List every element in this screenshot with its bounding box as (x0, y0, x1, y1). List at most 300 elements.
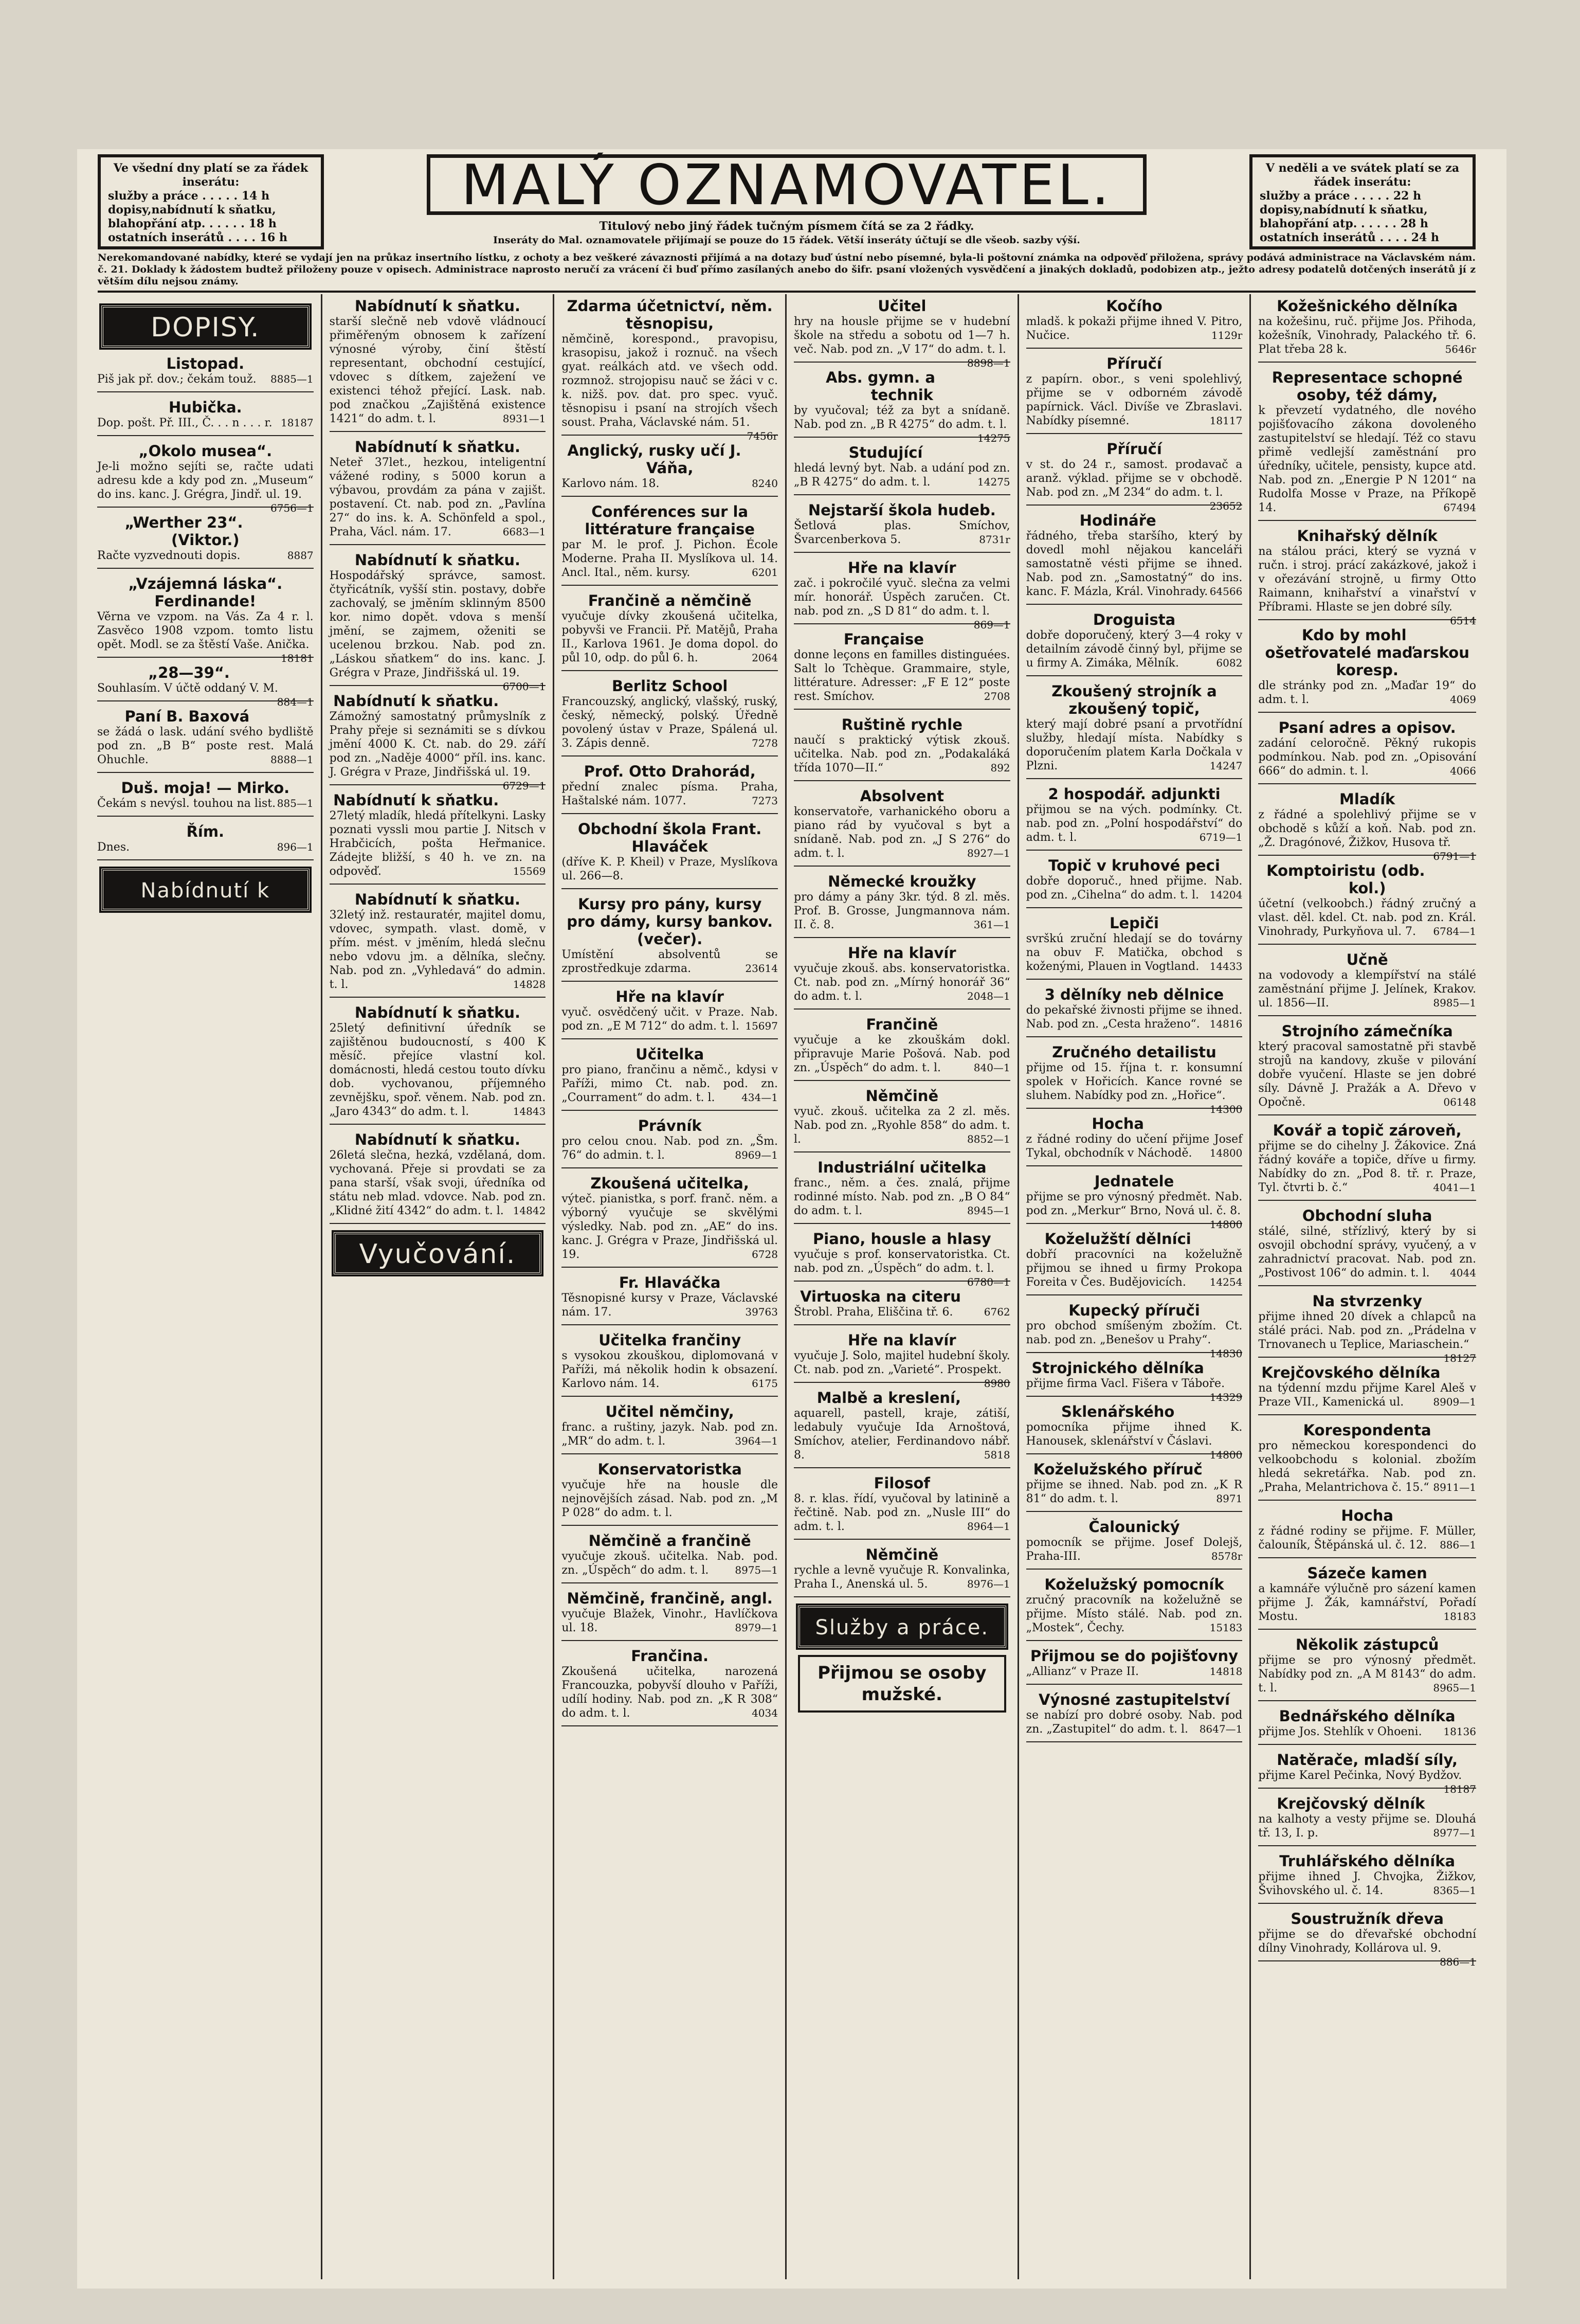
classified-ad (1026, 1647, 1243, 1685)
ad-heading: Nabídnutí k sňatku. (354, 1131, 521, 1148)
ad-divider (1258, 712, 1476, 713)
ad-divider (1026, 1741, 1243, 1742)
classified-ad (561, 988, 778, 1039)
ad-heading: Zdarma účetnictví, něm. těsnopisu, (567, 297, 773, 332)
ad-divider (794, 1324, 1010, 1325)
ad-divider (1026, 1511, 1243, 1512)
ad-code: 7273 (752, 795, 778, 807)
ad-text: na vodovody a klempířství na stálé zaměstnání přijme J. Jelínek, Krakov. ul. 1856—II. (1258, 969, 1476, 1010)
ad-divider (1026, 907, 1243, 908)
ad-code: 896—1 (277, 841, 314, 853)
ad-code: 18187 (281, 417, 314, 429)
ad-code: 23652 (1209, 500, 1243, 512)
ad-text: Štrobl. Praha, Eliščina tř. 6. (793, 1306, 953, 1319)
ad-divider (97, 568, 314, 569)
classified-ad (97, 355, 314, 392)
ad-heading: Obchodní škola Frant. Hlaváček (578, 820, 762, 855)
ad-text: vyuč. osvědčený učit. v Praze. Nab. pod zn. „E M 712“ do adm. t. l. (561, 1006, 778, 1033)
ad-heading: Hře na klavír (615, 988, 724, 1005)
ad-code: 15183 (1209, 1622, 1243, 1634)
ad-heading: Conférences sur la littérature française (585, 503, 755, 538)
ad-code: 14828 (513, 978, 546, 990)
ad-code: 39763 (745, 1306, 778, 1318)
ad-heading: Přijmou se do pojišťovny (1030, 1647, 1239, 1665)
column-2 (322, 294, 555, 2279)
classified-ad (1026, 1043, 1243, 1115)
ad-divider (561, 1267, 778, 1268)
ad-heading: Abs. gymn. a technik (826, 369, 935, 404)
classified-ad (1026, 1230, 1243, 1295)
ad-divider (1258, 1414, 1476, 1415)
ad-text: na týdenní mzdu přijme Karel Aleš v Praze VII., Kamenická ul. (1258, 1382, 1476, 1409)
ad-heading: Krejčovského dělníka (1261, 1364, 1441, 1381)
ad-code: 2064 (752, 652, 778, 664)
ad-text: vyučuje Blažek, Vinohr., Havlíčkova ul. 18. (561, 1608, 778, 1634)
classified-ad (1026, 440, 1243, 512)
ad-text: vyučuje dívky zkoušená učitelka, pobyvši ve Francii. Př. Matějů, Praha II., Karlova 1961. Je doma dopol. do půl 10, odp. do půl 6. h. (561, 610, 778, 664)
ad-text: svrškú zruční hledají se do továrny na obuv F. Matička, obchod s koženými, Plauen in Vogtland. (1026, 932, 1243, 973)
ad-heading: Učně (1346, 951, 1388, 968)
classified-ad (793, 1230, 1010, 1288)
ad-code: 6784—1 (1433, 925, 1476, 938)
ad-divider (794, 1008, 1010, 1010)
classified-ad (1026, 1359, 1243, 1403)
ad-heading: Kožešnického dělníka (1277, 297, 1458, 315)
ad-divider (1026, 1036, 1243, 1037)
ad-divider (1026, 1294, 1243, 1295)
classified-ad (329, 692, 546, 792)
classified-ad (561, 1046, 778, 1111)
ad-heading: Ruštině rychle (841, 716, 962, 733)
ad-text: z papírn. obor., s veni spolehlivý, přijme se v odborném závodě papírnick. Václ. Divíše ve Zbraslavi. Nabídky písemné. (1026, 373, 1243, 427)
ad-text: a kamnáře výlučně pro sázení kamen přijme J. Žák, kamnářství, Pořadí Mostu. (1258, 1582, 1476, 1623)
ad-divider (1258, 1557, 1476, 1558)
ad-heading: Němčině, frančině, angl. (567, 1590, 773, 1607)
ad-code: 64566 (1209, 585, 1243, 598)
classified-ad (561, 503, 778, 586)
ad-code: 14800 (1209, 1218, 1243, 1231)
classified-ad (1026, 611, 1243, 676)
classified-ad (97, 575, 314, 664)
ad-divider (1026, 979, 1243, 980)
classified-ad (794, 1389, 1010, 1468)
ad-code: 5818 (984, 1449, 1010, 1461)
classified-ad (97, 664, 314, 708)
ad-code: 8885—1 (270, 373, 314, 385)
ad-divider (1258, 1200, 1476, 1201)
ad-divider (97, 859, 314, 860)
ad-divider (1258, 362, 1476, 363)
ad-heading: Berlitz School (612, 677, 728, 695)
ad-heading: Korespondenta (1303, 1421, 1431, 1439)
classified-ad (1258, 1707, 1476, 1745)
ad-heading: Fr. Hlaváčka (619, 1274, 721, 1291)
ad-heading: Lepiči (1110, 914, 1159, 932)
ad-heading: Nabídnutí k sňatku. (354, 891, 521, 908)
classified-ad (561, 1117, 778, 1168)
ad-code: 869—1 (973, 619, 1010, 631)
column-6 (1251, 294, 1483, 2279)
ad-code: 434—1 (741, 1091, 778, 1104)
ad-divider (1026, 850, 1243, 851)
ad-code: 6514 (1450, 615, 1476, 627)
ad-divider (561, 1640, 778, 1641)
ad-heading: Malbě a kreslení, (816, 1389, 961, 1407)
ad-code: 14300 (1209, 1103, 1243, 1115)
ad-code: 6082 (1216, 657, 1243, 669)
ad-code: 23614 (745, 962, 778, 975)
ad-heading: Strojního zámečníka (1281, 1022, 1453, 1040)
ad-text: hry na housle přijme se v hudební škole na středu a sobotu od 1—7 h. več. Nab. pod zn. „V 17“ do adm. t. l. (793, 315, 1010, 356)
classified-ad (330, 1131, 546, 1224)
classified-ad (1026, 986, 1243, 1037)
classified-ad (1026, 1691, 1243, 1742)
ad-text: 26letá slečna, hezká, vzdělaná, dom. vychovaná. Přeje si provdati se za pana starší, však svoji, úředníka od státu neb mlad. vdovce. Nab. pod zn. „Klidné žití 4342“ do adm. t. l. (329, 1149, 546, 1217)
ad-divider (561, 670, 778, 671)
ad-divider (1258, 1700, 1476, 1701)
ad-heading: Frančině (866, 1016, 938, 1033)
ad-code: 6729—1 (502, 780, 546, 792)
ad-divider (561, 1453, 778, 1454)
holiday-rates-head: V neděli a ve svátek platí se za řádek inserátu: (1265, 161, 1460, 189)
section-banner-snatku: Nabídnutí k sňatku: (101, 869, 310, 911)
ad-code: 8731r (979, 533, 1010, 546)
section-banner-sluzby: Služby a práce. (798, 1606, 1006, 1648)
ad-code: 18181 (281, 652, 314, 664)
ad-text: pro celou cnou. Nab. pod zn. „Šm. 76“ do admin. t. l. (561, 1135, 778, 1162)
ad-divider (794, 1223, 1010, 1224)
ad-heading: Filosof (874, 1474, 931, 1492)
ad-heading: Obchodní sluha (1302, 1207, 1432, 1224)
ad-text: pomocníka přijme ihned K. Hanousek, sklenářství v Čáslavi. (1026, 1421, 1243, 1448)
ad-heading: Frančina. (631, 1647, 709, 1665)
men-wanted-box: Přijmou se osoby mužské. (798, 1655, 1006, 1713)
classified-ad (561, 1274, 778, 1325)
ad-code: 8980 (984, 1377, 1010, 1390)
classified-ad (1258, 951, 1476, 1016)
classified-ad (1026, 355, 1243, 434)
ad-text: Souhlasím. V účtě oddaný V. M. (97, 682, 278, 695)
ad-text: se žádá o lask. udání svého bydliště pod zn. „B B“ poste rest. Malá Ohuchle. (97, 726, 314, 766)
ad-heading: Française (843, 630, 924, 648)
ad-heading: Koželužští dělníci (1044, 1230, 1191, 1248)
ad-text: na kalhoty a vesty přijme se. Dlouhá tř. 13, I. p. (1258, 1813, 1476, 1840)
ad-text: 8. r. klas. řídí, vyučoval by latinině a řečtině. Nab. pod zn. „Nusle III“ do adm. t. l. (793, 1492, 1010, 1533)
ad-text: pro dámy a pány 3kr. týd. 8 zl. měs. Prof. B. Grosse, Jungmannova nám. II. č. 8. (793, 891, 1010, 931)
ad-code: 6762 (984, 1306, 1010, 1318)
ad-heading: Výnosné zastupitelství (1039, 1691, 1230, 1708)
ad-text: přijme ihned 20 dívek a chlapců na stálé práci. Nab. pod zn. „Prádelna v Trnovanech u Teplice, Mariaschein.“ (1258, 1310, 1476, 1351)
ad-heading: Droguista (1093, 611, 1176, 628)
classified-ad (561, 820, 778, 889)
ad-text: dle stránky pod zn. „Maďar 19“ do adm. t. l. (1258, 679, 1476, 706)
ad-text: by vyučoval; též za byt a snídaně. Nab. pod zn. „B R 4275“ do adm. t. l. (793, 404, 1010, 431)
classified-ad (561, 895, 778, 982)
ad-text: Je-li možno sejíti se, račte udati adresu kde a kdy pod zn. „Museum“ do ins. kanc. J. Grégra, Jindř. ul. 19. (97, 460, 314, 501)
ad-code: 361—1 (973, 918, 1010, 931)
ad-code: 886—1 (1440, 1539, 1476, 1551)
ad-text: 32letý inž. restauratér, majitel domu, vdovec, sympath. vlast. domě, v přím. mést. v jměním, hledá slečnu nebo vdovu jm. a dělníka, slečny. Nab. pod zn. „Vyhledavá“ do admin. t. l. (329, 909, 546, 991)
ad-code: 8969—1 (735, 1149, 778, 1161)
ad-text: pro německou korespondenci do velkoobchodu s kolonial. zbožím hledá sekretářka. Nab. pod zn. „Praha, Melantrichova č. 15.“ (1258, 1439, 1476, 1494)
ad-divider (561, 585, 778, 586)
ad-code: 840—1 (973, 1061, 1010, 1074)
ad-code: 8909—1 (1433, 1396, 1476, 1408)
ad-text: Zkoušená učitelka, narozená Francouzka, pobyvší dlouho v Paříži, udílí hodiny. Nab. pod zn. „K R 308“ do adm. t. l. (561, 1665, 778, 1720)
classified-ad (1258, 1207, 1476, 1286)
ad-code: 8888—1 (270, 753, 314, 766)
classified-ad (97, 823, 314, 860)
classified-ad (794, 1159, 1010, 1224)
ad-code: 6780—1 (967, 1276, 1010, 1288)
ad-divider (561, 1525, 778, 1526)
ad-code: 14254 (1209, 1276, 1243, 1288)
ad-heading: Zkoušená učitelka, (590, 1175, 749, 1192)
ad-code: 67494 (1443, 501, 1476, 514)
classified-ad (1026, 297, 1243, 349)
ad-text: přijme se do dřevařské obchodní dílny Vinohrady, Kollárova ul. 9. (1258, 1928, 1476, 1955)
ad-heading: Soustružník dřeva (1291, 1910, 1444, 1927)
ad-code: 8911—1 (1433, 1481, 1476, 1493)
classified-ad (1258, 1122, 1476, 1201)
ad-text: přijme od 15. října t. r. konsumní spolek v Hořicích. Kance rovné se sluhem. Nabídky pod zn. „Hořice“. (1026, 1061, 1243, 1102)
ad-text: přijme se ihned. Nab. pod zn. „K R 81“ do adm. t. l. (1026, 1479, 1243, 1505)
classified-ad (1026, 1576, 1243, 1641)
ad-code: 6791—1 (1433, 850, 1476, 862)
ads-columns (90, 294, 1483, 2279)
ad-code: 3964—1 (735, 1435, 778, 1447)
ad-heading: Krejčovský dělník (1277, 1795, 1425, 1812)
ad-heading: Anglický, rusky učí J. Váňa, (567, 442, 741, 477)
classified-ad (1258, 1910, 1476, 1968)
ad-heading: Listopad. (166, 355, 245, 372)
ad-heading: Frančině a němčině (588, 592, 752, 609)
ad-heading: Zručného detailistu (1052, 1043, 1216, 1061)
ad-text: vyučuje hře na housle dle nejnovějších zásad. Nab. pod zn. „M P 028“ do adm. t. l. (561, 1479, 778, 1519)
ad-code: 2048—1 (967, 990, 1010, 1002)
ad-code: 6201 (752, 566, 778, 579)
ad-heading: Několik zástupců (1295, 1636, 1439, 1653)
ad-code: 4066 (1450, 765, 1476, 777)
ad-code: 15569 (513, 865, 546, 877)
ad-divider (1258, 1285, 1476, 1286)
ad-divider (330, 884, 546, 885)
ad-text: franc. a ruštiny, jazyk. Nab. pod zn. „MR“ do adm. t. l. (561, 1421, 778, 1448)
ad-divider (1026, 778, 1243, 779)
ad-code: 14842 (513, 1204, 546, 1217)
ad-heading: Absolvent (860, 787, 945, 805)
ad-divider (1026, 1640, 1243, 1641)
ad-divider (794, 937, 1010, 938)
ad-text: Čekám s nevýsl. touhou na list. (97, 797, 276, 810)
section-banner-vyucovani: Vyučování. (334, 1232, 542, 1274)
ad-text: dobře doporučený, který 3—4 roky v detailním závodě činný byl, přijme se u firmy A. Zimáka, Mělník. (1026, 629, 1243, 670)
classified-ad (561, 1461, 778, 1526)
classified-ad (330, 791, 546, 885)
ad-text: vyuč. zkouš. učitelka za 2 zl. měs. Nab. pod zn. „Ryohle 858“ do adm. t. l. (793, 1105, 1010, 1146)
ad-text: Dnes. (97, 841, 130, 854)
ad-text: vyučuje zkouš. učitelka. Nab. pod. zn. „Úspěch“ do adm. t. l. (561, 1550, 778, 1577)
classified-ad (97, 779, 314, 817)
ad-code: 1129r (1211, 329, 1243, 341)
classified-ad (1258, 790, 1476, 862)
ad-text: Šetlová plas. Smíchov, Švarcenberkova 5. (793, 519, 1010, 546)
ad-code: 06148 (1443, 1096, 1476, 1108)
ad-text: donne leçons en familles distinguées. Salt lo Tchèque. Grammaire, style, littérature. Adresser: „F E 12“ poste rest. Smíchov. (793, 648, 1010, 703)
ad-heading: Koželužský pomocník (1044, 1576, 1224, 1593)
classified-ad (561, 592, 778, 671)
ad-code: 7456r (747, 430, 778, 442)
ad-heading: Nabídnutí k sňatku. (354, 438, 521, 456)
ad-heading: Kovář a topič zároveň, (1273, 1122, 1462, 1139)
ad-divider (561, 1725, 778, 1726)
administration-notice: Nerekomandované nabídky, které se vydají jen na průkaz insertního lístku, z ochoty a bez veškeré závaznosti přijímá a na dotazy buď ústní nebo písemné, byla-li poštovní známka na odpověď přiložena, správy podává administrace na Václavském nám. č. 21. Doklady k žádostem budtež přiloženy pouze v opisech. Administrace naprosto neručí za vrácení či buď přímo zasílaných anebo do šifr. psaní vložených vysvědčení a jinakých dokladů, podobizen atp., ježto adresy podatelů dotčených inserátů jí z větším dílu nejsou známy. (98, 252, 1476, 293)
ad-heading: Nabídnutí k sňatku. (354, 551, 521, 569)
ad-heading: 2 hospodář. adjunkti (1048, 785, 1221, 803)
ad-code: 7278 (752, 737, 778, 749)
ad-text: starší slečně neb vdově vládnoucí přiměřeným obnosem k zařízení výnosné výroby, činí štěstí representant, obchodní cestující, vdovec s dítkem, zaježení ve existenci téhož přející. Lask. nab. pod značkou „Zajištěná existence 1421“ do adm. t. l. (329, 315, 546, 425)
ad-heading: Příručí (1106, 440, 1162, 458)
ad-text: který mají dobré psaní a prvotřídní služby, hledají místa. Nabídky s doporučením platem Karla Dočkala v Plzni. (1026, 718, 1243, 772)
page-title: MALÝ OZNAMOVATEL. (461, 153, 1113, 218)
classified-ad (330, 1004, 546, 1125)
ad-text: přijmou se na vých. podmínky. Ct. nab. pod zn. „Polní hospodářství“ do adm. t. l. (1026, 803, 1243, 844)
ad-code: 4044 (1450, 1267, 1476, 1279)
ad-text: Zámožný samostatný průmyslník z Prahy přeje si seznámiti se s dívkou jmění 4000 K. Ct. nab. do 29. září pod zn. „Naděje 4000“ příl. ins. kanc. J. Grégra v Praze, Jindřišská ul. 19. (329, 710, 546, 779)
classified-ad (1258, 862, 1476, 945)
ad-heading: Knihařský dělník (1297, 527, 1438, 545)
holiday-rates-box (1249, 154, 1476, 249)
ad-divider (97, 391, 314, 392)
ad-divider (1258, 1015, 1476, 1016)
ad-divider (794, 1080, 1010, 1081)
ad-code: 8647—1 (1199, 1723, 1243, 1735)
ad-text: Dop. pošt. Př. III., Č. . . n . . . r. (97, 417, 273, 429)
ad-heading: 3 dělníky neb dělnice (1044, 986, 1224, 1003)
ad-divider (330, 431, 546, 432)
column-5 (1019, 294, 1251, 2279)
ad-text: přijme se pro výnosný předmět. Nab. pod zn. „Merkur“ Brno, Nová ul. č. 8. (1026, 1191, 1243, 1217)
ad-text: dobří pracovníci na koželužně přijmou se ihned u firmy Prokopa Foreita v Čes. Budějovicích. (1026, 1248, 1243, 1289)
title-frame (427, 153, 1147, 218)
ad-text: Těsnopisné kursy v Praze, Václavské nám. 17. (561, 1292, 778, 1319)
ad-code: 14433 (1209, 960, 1243, 972)
ad-heading: Hře na klavír (848, 944, 956, 962)
ad-heading: Na stvrzenky (1312, 1292, 1422, 1310)
ad-code: 885—1 (277, 797, 314, 809)
ad-code: 14329 (1209, 1391, 1243, 1403)
ad-heading: Němčině (865, 1087, 939, 1105)
ad-code: 4069 (1450, 693, 1476, 706)
ad-text: přijme Jos. Stehlík v Ohoeni. (1258, 1725, 1422, 1738)
ad-text: výteč. pianistka, s porf. franč. něm. a výborný vyučuje se skvělými výsledky. Nab. pod zn. „AE“ do ins. kanc. J. Grégra v Praze, Jindřišská ul. 19. (561, 1193, 778, 1261)
ad-text: „Allianz“ v Praze II. (1026, 1665, 1139, 1678)
ad-heading: „Okolo musea“. (138, 442, 273, 460)
ad-divider (794, 552, 1010, 553)
ad-text: Piš jak př. dov.; čekám touž. (97, 373, 257, 386)
ad-text: vyučuje J. Solo, majitel hudební školy. Ct. nab. pod zn. „Varieté“. Prospekt. (793, 1349, 1010, 1376)
classified-ad (561, 1175, 778, 1268)
classified-ad (1258, 527, 1476, 627)
ad-divider (330, 1124, 546, 1125)
classified-ad (1258, 297, 1476, 363)
ad-code: 8887 (287, 549, 314, 562)
ad-heading: Hubička. (168, 399, 242, 416)
ad-text: přijme se pro výnosný předmět. Nabídky pod zn. „A M 8143“ do adm. t. l. (1258, 1654, 1476, 1695)
ad-text: se nabízí pro dobré osoby. Nab. pod zn. „Zastupitel“ do adm. t. l. (1026, 1709, 1243, 1736)
ad-heading: Psaní adres a opisov. (1278, 719, 1456, 736)
masthead (98, 154, 1476, 265)
ad-heading: Němčině a frančině (588, 1532, 751, 1550)
classified-ad (794, 1288, 1010, 1325)
ad-text: aquarell, pastell, kraje, zátiší, ledabuly vyučuje Ida Arnoštová, Smíchov, atelier, Ferdinandovo nábř. 8. (793, 1407, 1010, 1462)
ad-divider (330, 997, 546, 998)
ad-heading: Učitelka frančiny (598, 1331, 741, 1349)
ad-code: 6728 (752, 1248, 778, 1260)
holiday-rate-row: blahopřání atp. . . . . . 28 h (1260, 217, 1428, 230)
classified-ad (1258, 626, 1476, 713)
ad-heading: Hocha (1341, 1507, 1393, 1524)
ad-heading: Nabídnutí k sňatku. (354, 297, 521, 315)
ad-code: 8977—1 (1433, 1827, 1476, 1839)
ad-code: 18136 (1443, 1725, 1476, 1738)
ad-text: pro piano, frančinu a němč., kdysi v Paříži, mimo Ct. nab. pod. zn. „Courrament“ do adm. t. l. (561, 1064, 778, 1104)
weekday-rates-head: Ve všední dny platí se za řádek inserátu: (113, 161, 308, 189)
classified-ad (97, 708, 314, 773)
ad-code: 8852—1 (967, 1133, 1010, 1145)
ad-code: 18183 (1443, 1610, 1476, 1623)
classified-ad (794, 444, 1010, 495)
ad-divider (1258, 783, 1476, 784)
ad-divider (1258, 1845, 1476, 1846)
ad-text: z řádné rodiny do učení přijme Josef Tykal, obchodník v Náchodě. (1026, 1133, 1243, 1160)
ad-code: 8975—1 (735, 1564, 778, 1576)
classified-ad (794, 787, 1010, 867)
classified-ad (1026, 1302, 1243, 1360)
classified-ad (1258, 1564, 1476, 1630)
classified-ad (1258, 1507, 1476, 1558)
classified-ad (1258, 1751, 1476, 1795)
ad-text: přijme Karel Pečinka, Nový Bydžov. (1258, 1769, 1462, 1782)
ad-code: 8927—1 (967, 847, 1010, 859)
ad-text: s vysokou zkouškou, diplomovaná v Paříži, má několik hodin k obsazení. Karlovo nám. 14. (561, 1349, 778, 1390)
ad-code: 4041—1 (1433, 1181, 1476, 1194)
classified-ad (1026, 914, 1243, 980)
ad-code: 14247 (1209, 760, 1243, 772)
ad-divider (794, 780, 1010, 781)
classified-ad (97, 514, 314, 569)
ad-code: 8971 (1216, 1492, 1243, 1505)
classified-ad (794, 716, 1010, 781)
ad-code: 18127 (1443, 1352, 1476, 1364)
ad-text: vyučuje a ke zkouškám dokl. připravuje Marie Pošová. Nab. pod zn. „Úspěch“ do adm. t. l. (793, 1034, 1010, 1074)
classified-ad (794, 1546, 1010, 1597)
classified-ad (794, 501, 1010, 553)
classified-ad (330, 297, 546, 432)
ad-divider (561, 1167, 778, 1168)
classified-ad (97, 399, 314, 436)
ad-text: přijme ihned J. Chvojka, Žižkov, Švihovského ul. č. 14. (1258, 1870, 1476, 1897)
ad-divider (794, 1539, 1010, 1540)
ad-code: 4034 (752, 1707, 778, 1719)
ad-text: hledá levný byt. Nab. a udání pod zn. „B R 4275“ do adm. t. l. (793, 462, 1010, 489)
ad-divider (1026, 433, 1243, 434)
ad-text: (dříve K. P. Kheil) v Praze, Myslíkova ul. 266—8. (561, 856, 778, 882)
ad-code: 18187 (1443, 1783, 1476, 1795)
ad-divider (561, 888, 778, 889)
ad-code: 8931—1 (502, 412, 546, 425)
ad-code: 14275 (977, 432, 1010, 444)
